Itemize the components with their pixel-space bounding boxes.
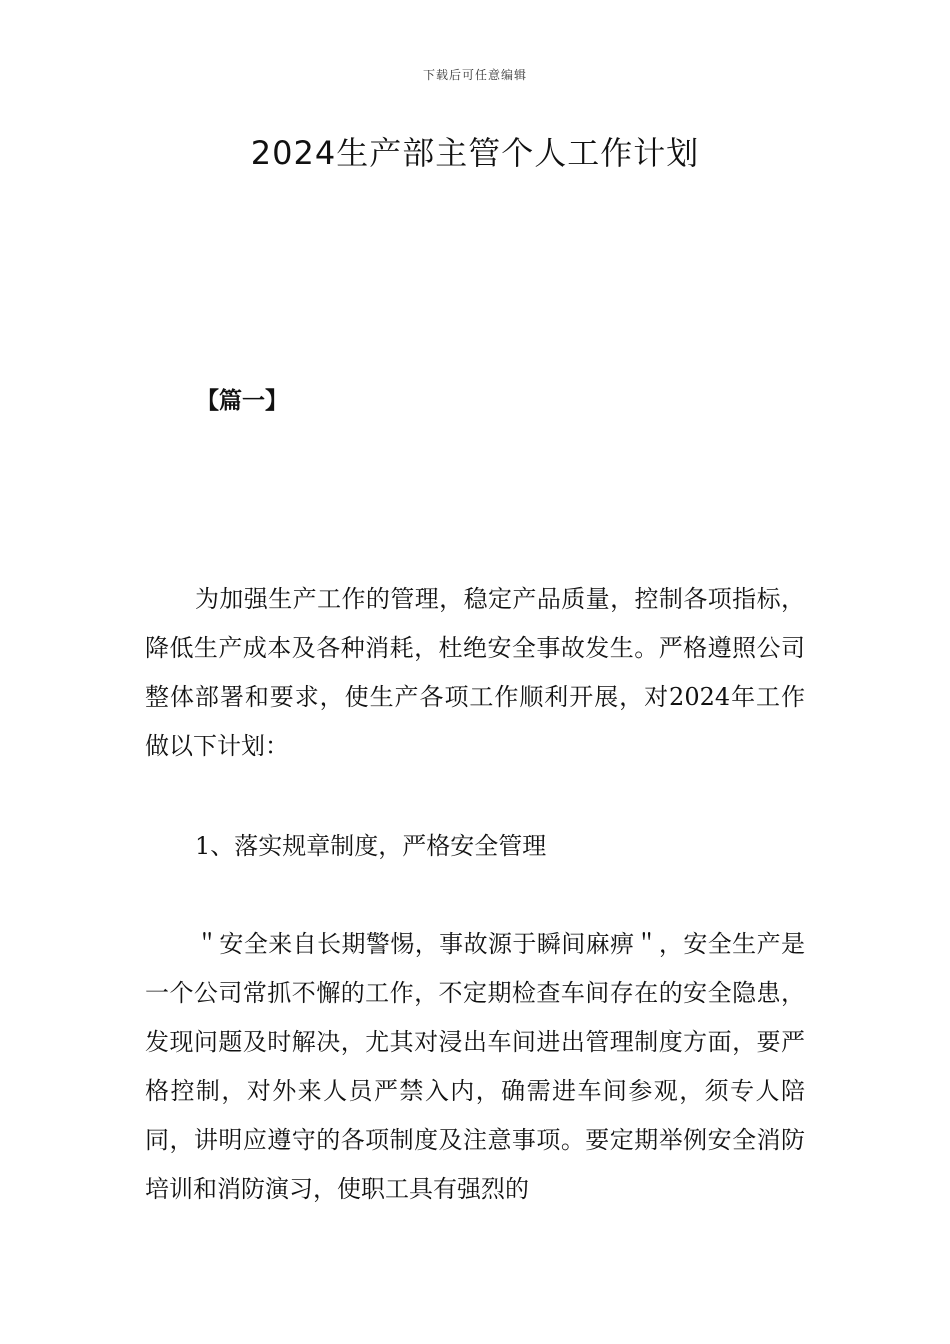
item-1-heading: 1、落实规章制度，严格安全管理 (195, 832, 547, 860)
intro-paragraph: 为加强生产工作的管理，稳定产品质量，控制各项指标，降低生产成本及各种消耗，杜绝安全事故发生。严格遵照公司整体部署和要求，使生产各项工作顺利开展，对2024年工作做以下计划： (145, 585, 805, 760)
header-note: 下载后可任意编辑 (422, 68, 527, 82)
section-mark: 【篇一】 (196, 387, 288, 414)
item-1-paragraph: ＂安全来自长期警惕，事故源于瞬间麻痹＂，安全生产是一个公司常抓不懈的工作，不定期检查车间存在的安全隐患，发现问题及时解决，尤其对浸出车间进出管理制度方面，要严格控制，对外来人员严禁入内，确需进车间参观，须专人陪同，讲明应遵守的各项制度及注意事项。要定期举例安全消防培训和消防演习，使职工具有强烈的 (145, 930, 805, 1203)
document-title: 2024生产部主管个人工作计划 (250, 134, 700, 172)
